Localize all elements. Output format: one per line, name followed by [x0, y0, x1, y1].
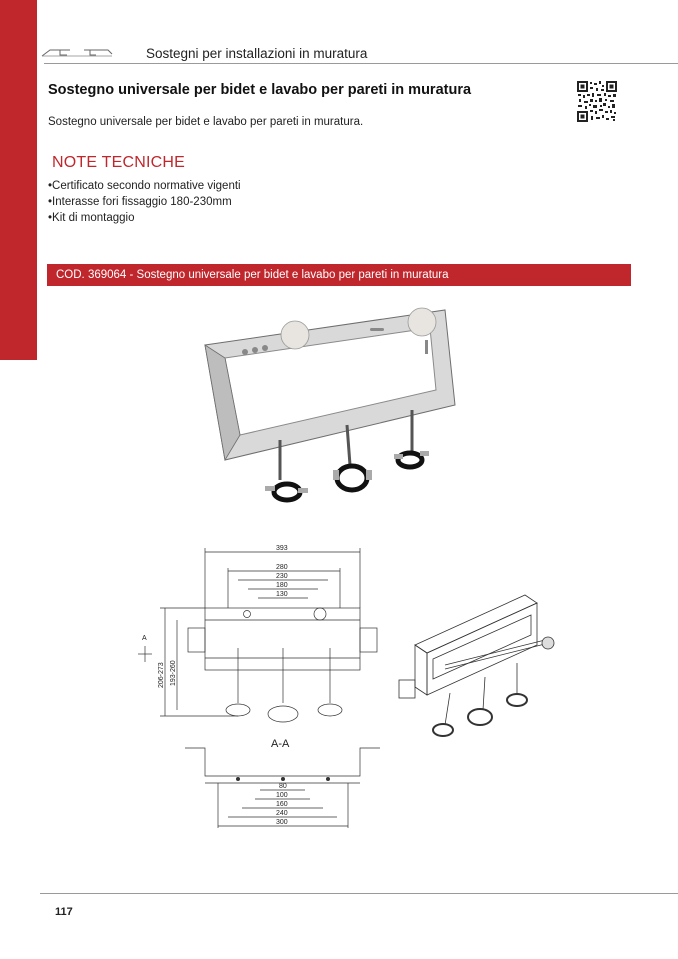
dimension-label: 130 [276, 591, 288, 598]
page-number: 117 [55, 906, 73, 918]
technical-drawing [130, 538, 390, 838]
section-title: A-A [271, 738, 290, 750]
dimension-label: 80 [279, 783, 287, 790]
dimension-label: 393 [276, 545, 288, 552]
dimension-label: 280 [276, 564, 288, 571]
section-title: Sostegni per installazioni in muratura [146, 46, 368, 61]
dimension-label: 230 [276, 573, 288, 580]
bracket-outline-icon [40, 44, 114, 60]
isometric-drawing [385, 585, 560, 750]
dimension-label: 160 [276, 801, 288, 808]
header-divider [44, 63, 678, 64]
section-marker-label: A [142, 635, 147, 642]
accent-side-bar [0, 0, 37, 360]
list-item: • Kit di montaggio [48, 210, 241, 226]
dimension-label: 300 [276, 819, 288, 826]
qr-code[interactable] [577, 81, 617, 122]
dimension-label: 240 [276, 810, 288, 817]
product-description: Sostegno universale per bidet e lavabo per pareti in muratura. [48, 116, 364, 128]
dimension-label: 180 [276, 582, 288, 589]
technical-notes-list [48, 178, 241, 226]
list-item: • Interasse fori fissaggio 180-230mm [48, 194, 241, 210]
footer-divider [40, 893, 678, 894]
dimension-label: 100 [276, 792, 288, 799]
technical-notes-heading: NOTE TECNICHE [52, 154, 185, 171]
dimension-label: 193-260 [170, 660, 177, 686]
product-code-bar: COD. 369064 - Sostegno universale per bidet e lavabo per pareti in muratura [47, 264, 631, 286]
list-item: • Certificato secondo normative vigenti [48, 178, 241, 194]
dimension-label: 206-273 [158, 662, 165, 688]
product-title: Sostegno universale per bidet e lavabo per pareti in muratura [48, 82, 472, 98]
product-photo [190, 300, 480, 525]
